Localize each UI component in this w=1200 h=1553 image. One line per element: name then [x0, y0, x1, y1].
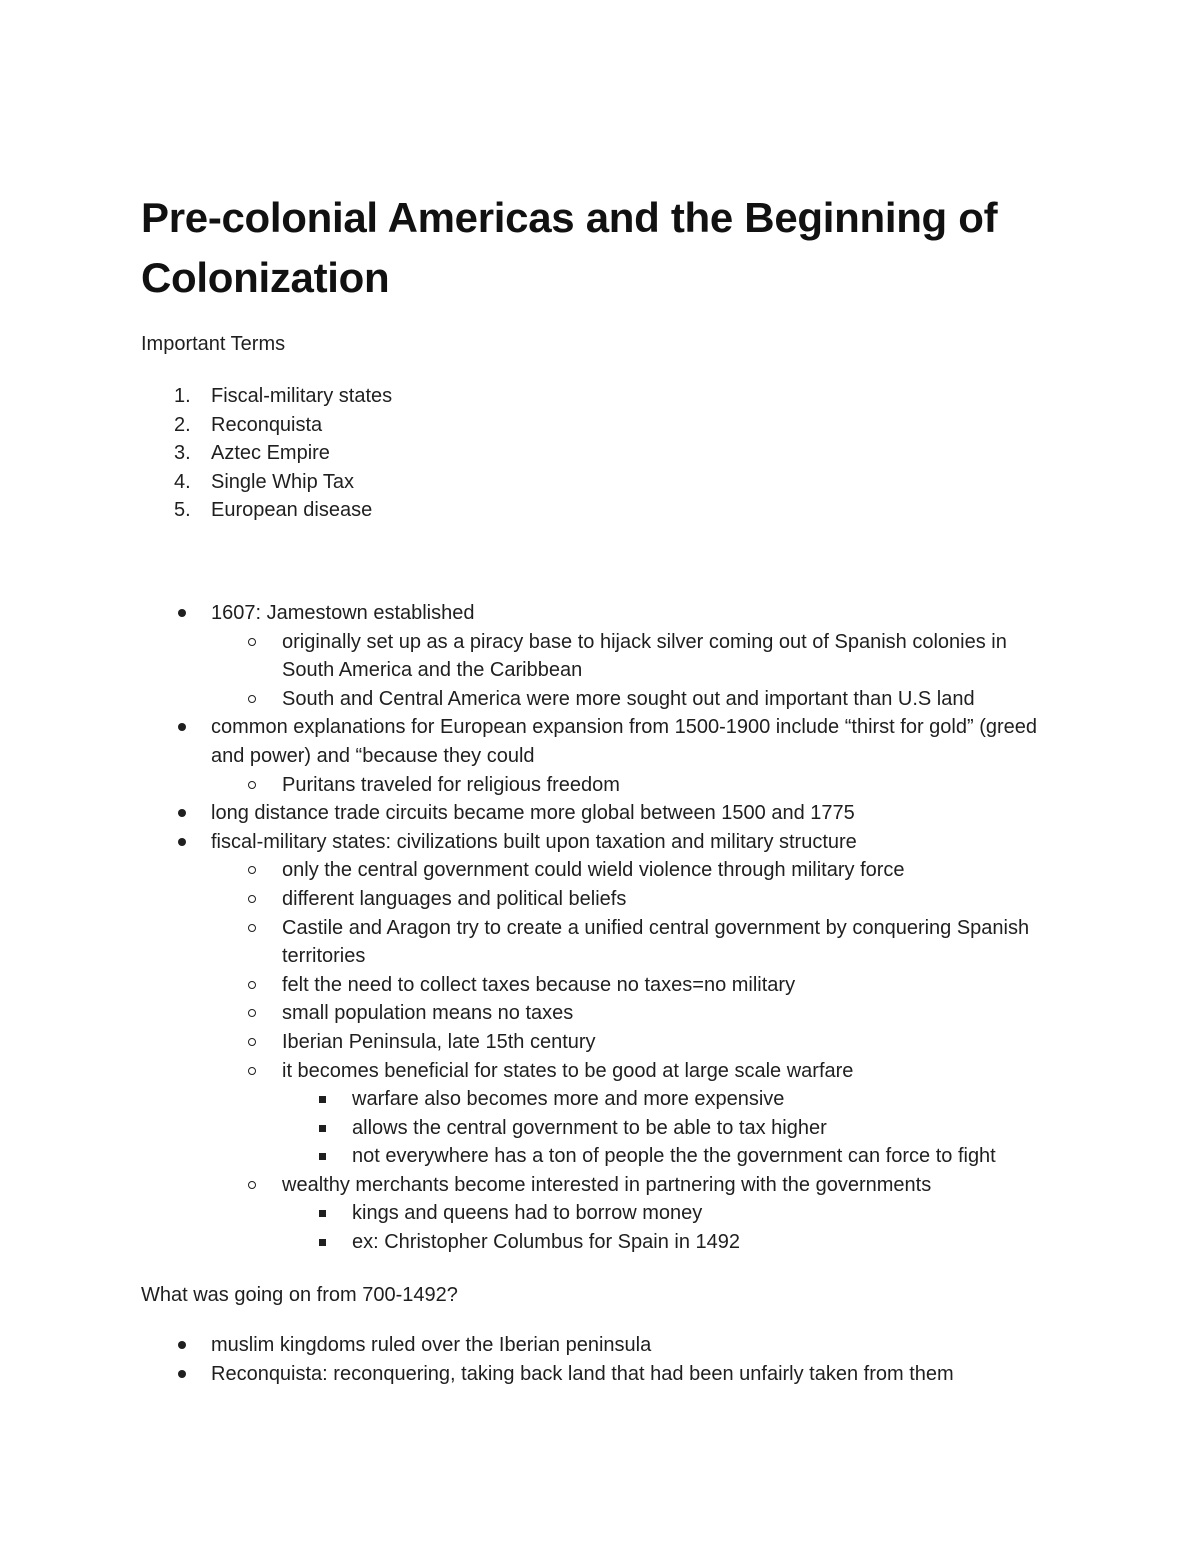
bullet-text: only the central government could wield violence through military force	[282, 859, 905, 882]
bullet-circle-icon	[248, 695, 256, 703]
bullet-text: small population means no taxes	[282, 1002, 574, 1025]
term-text: Fiscal-military states	[211, 385, 393, 407]
sub-bullet-item	[141, 885, 1061, 914]
bullet-square-icon	[319, 1153, 326, 1160]
bullet-text: long distance trade circuits became more global between 1500 and 1775	[211, 802, 855, 825]
bullet-disc-icon	[178, 809, 186, 817]
bullet-text: warfare also becomes more and more expensive	[352, 1088, 785, 1111]
bullet-item	[141, 1360, 1061, 1389]
bullet-text: kings and queens had to borrow money	[352, 1202, 703, 1225]
bullet-item	[141, 599, 1061, 628]
bullet-item	[141, 828, 1061, 857]
bullet-circle-icon	[248, 895, 256, 903]
bullet-text: Castile and Aragon try to create a unified central government by conquering Spanish territories	[282, 916, 1030, 968]
section-heading: What was going on from 700-1492?	[141, 1284, 458, 1306]
bullet-circle-icon	[248, 866, 256, 874]
section2-list	[141, 1331, 1061, 1388]
bullet-text: common explanations for European expansion from 1500-1900 include “thirst for gold” (greed and power) and “because they could	[211, 716, 1038, 767]
term-item	[141, 439, 392, 468]
sub-bullet-item	[141, 628, 1061, 685]
term-item	[141, 411, 392, 440]
term-number: 4.	[174, 470, 191, 493]
sub-bullet-item	[141, 914, 1061, 971]
bullet-text: felt the need to collect taxes because no taxes=no military	[282, 973, 796, 996]
sub-bullet-item	[141, 1028, 1061, 1057]
bullet-text: wealthy merchants become interested in partnering with the governments	[282, 1173, 932, 1196]
bullet-square-icon	[319, 1096, 326, 1103]
bullet-text: not everywhere has a ton of people the the government can force to fight	[352, 1145, 996, 1168]
bullet-circle-icon	[248, 981, 256, 989]
bullet-square-icon	[319, 1125, 326, 1132]
term-text: European disease	[211, 499, 373, 522]
sub-sub-bullet-item	[141, 1199, 1061, 1228]
important-terms-list	[141, 382, 392, 525]
term-number: 5.	[174, 499, 191, 522]
term-number: 2.	[174, 413, 191, 436]
page-title: Pre-colonial Americas and the Beginning of Colonization	[141, 194, 998, 301]
bullet-circle-icon	[248, 781, 256, 789]
bullet-text: ex: Christopher Columbus for Spain in 1492	[352, 1231, 740, 1254]
term-item	[141, 382, 392, 411]
term-text: Aztec Empire	[211, 442, 330, 465]
bullet-text: fiscal-military states: civilizations built upon taxation and military structure	[211, 830, 857, 853]
sub-sub-bullet-item	[141, 1142, 1061, 1171]
sub-bullet-item	[141, 1057, 1061, 1086]
term-number: 1.	[174, 385, 191, 407]
sub-sub-bullet-item	[141, 1228, 1061, 1257]
bullet-circle-icon	[248, 1067, 256, 1075]
sub-sub-bullet-item	[141, 1085, 1061, 1114]
bullet-square-icon	[319, 1239, 326, 1246]
bullet-text: 1607: Jamestown established	[211, 602, 475, 624]
bullet-disc-icon	[178, 838, 186, 846]
sub-sub-bullet-item	[141, 1114, 1061, 1143]
bullet-circle-icon	[248, 1038, 256, 1046]
bullet-circle-icon	[248, 1009, 256, 1017]
term-text: Reconquista	[211, 413, 323, 436]
sub-bullet-item	[141, 771, 1061, 800]
bullet-disc-icon	[178, 609, 186, 617]
term-item	[141, 496, 392, 525]
bullet-text: allows the central government to be able to tax higher	[352, 1116, 827, 1139]
bullet-item	[141, 713, 1061, 770]
bullet-disc-icon	[178, 1370, 186, 1378]
bullet-text: muslim kingdoms ruled over the Iberian peninsula	[211, 1334, 652, 1356]
term-item	[141, 468, 392, 497]
sub-bullet-item	[141, 971, 1061, 1000]
bullet-circle-icon	[248, 1181, 256, 1189]
sub-bullet-item	[141, 999, 1061, 1028]
bullet-text: Iberian Peninsula, late 15th century	[282, 1030, 596, 1053]
bullet-text: South and Central America were more sought out and important than U.S land	[282, 687, 975, 710]
term-number: 3.	[174, 442, 191, 465]
bullet-disc-icon	[178, 723, 186, 731]
sub-bullet-item	[141, 1171, 1061, 1200]
notes-list	[141, 599, 1061, 1257]
bullet-text: it becomes beneficial for states to be good at large scale warfare	[282, 1059, 854, 1082]
bullet-square-icon	[319, 1210, 326, 1217]
bullet-item	[141, 799, 1061, 828]
bullet-circle-icon	[248, 638, 256, 646]
bullet-item	[141, 1331, 1061, 1360]
bullet-text: originally set up as a piracy base to hijack silver coming out of Spanish colonies in South America and the Caribbean	[282, 630, 1007, 682]
bullet-disc-icon	[178, 1341, 186, 1349]
sub-bullet-item	[141, 685, 1061, 714]
bullet-text: different languages and political beliefs	[282, 887, 627, 910]
term-text: Single Whip Tax	[211, 470, 355, 493]
sub-bullet-item	[141, 856, 1061, 885]
important-terms-heading: Important Terms	[141, 333, 286, 355]
bullet-text: Reconquista: reconquering, taking back land that had been unfairly taken from them	[211, 1362, 954, 1385]
bullet-circle-icon	[248, 924, 256, 932]
bullet-text: Puritans traveled for religious freedom	[282, 773, 620, 796]
